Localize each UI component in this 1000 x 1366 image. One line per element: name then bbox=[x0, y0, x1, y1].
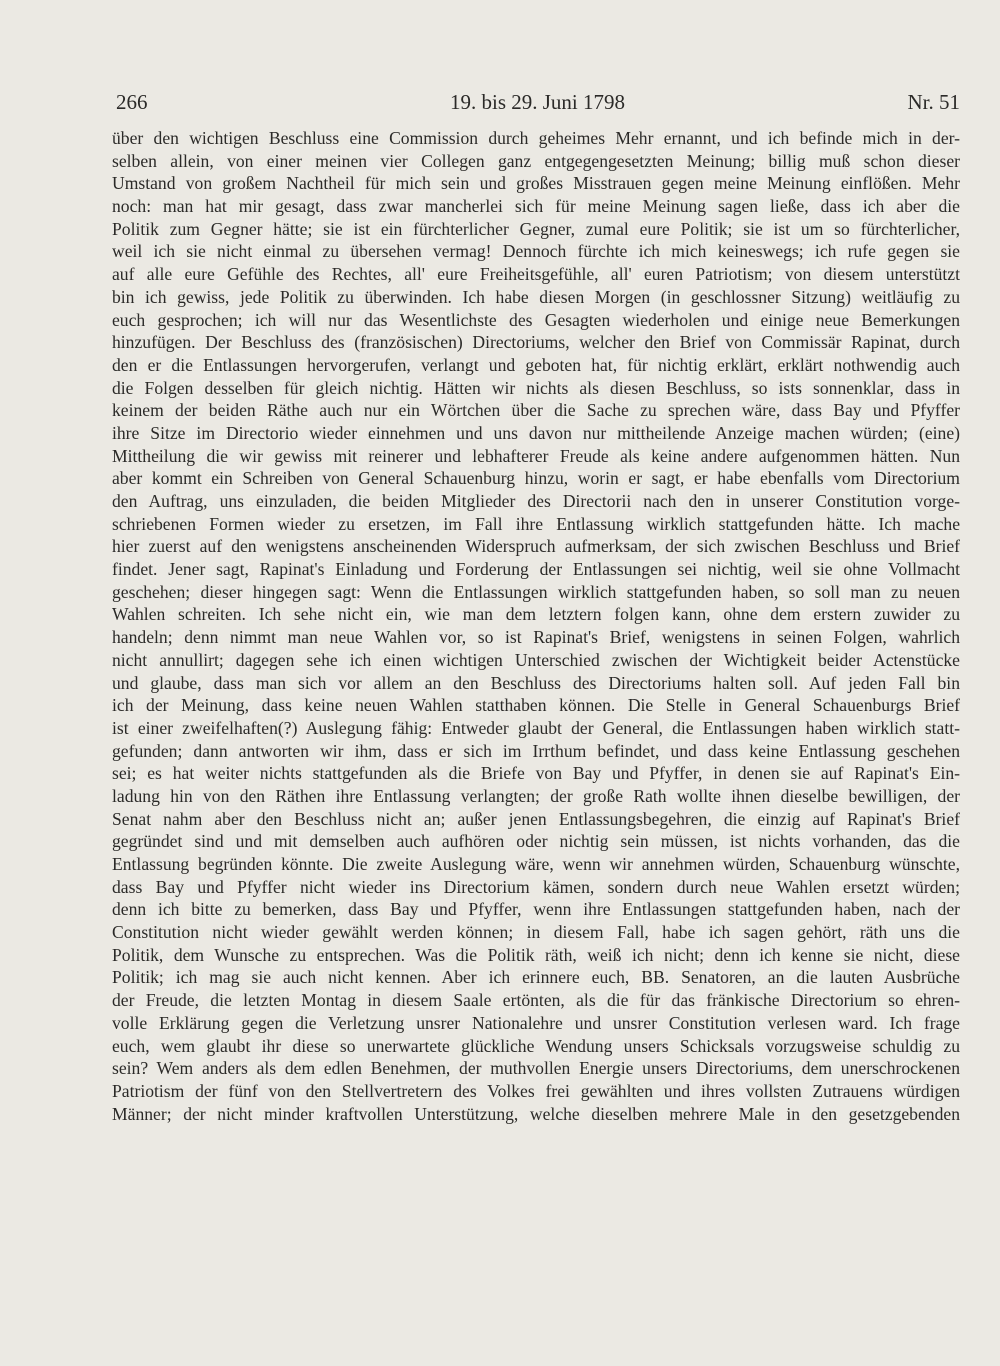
text-line: sein? Wem anders als dem edlen Benehmen, der muthvollen Energie unsers Directoriums, dem unerschrockenen bbox=[112, 1058, 960, 1079]
text-line: ich der Meinung, dass keine neuen Wahlen statthaben können. Die Stelle in General Schauenburgs Brief bbox=[112, 695, 960, 716]
document-number: Nr. 51 bbox=[907, 90, 960, 114]
text-line: und glaube, dass man sich vor allem an den Beschluss des Directoriums halten soll. Auf jeden Fall bin bbox=[112, 672, 960, 693]
text-line: Entlassung begründen könnte. Die zweite Auslegung wäre, wenn wir annehmen würden, Schauenburg wünschte, bbox=[112, 854, 960, 874]
text-line: handeln; denn nimmt man neue Wahlen vor, so ist Rapinat's Brief, wenigstens in seinen Folgen, wahrlich bbox=[112, 627, 960, 648]
text-line: selben allein, von einer meinen vier Collegen ganz entgegengesetzten Meinung; billig muß schon dieser bbox=[112, 150, 960, 171]
text-line: die Folgen desselben für gleich nichtig. Hätten wir nichts als diesen Beschluss, so ists sonnenklar, dass in bbox=[112, 377, 960, 398]
text-line: ist einer zweifelhaften(?) Auslegung fähig: Entweder glaubt der General, die Entlassungen haben wirklich statt- bbox=[112, 717, 960, 738]
text-line: bin ich gewiss, jede Politik zu überwinden. Ich habe diesen Morgen (in geschlossner Sitzung) weitläufig zu bbox=[112, 286, 960, 307]
text-line: noch: man hat mir gesagt, dass zwar mancherlei sich für meine Meinung sagen ließe, dass ich aber die bbox=[112, 196, 960, 217]
text-line: geschehen; dieser hingegen sagt: Wenn die Entlassungen wirklich stattgefunden haben, so soll man zu neuen bbox=[112, 581, 960, 602]
text-line: ladung hin von den Räthen ihre Entlassung verlangten; der große Rath wollte ihnen dieselbe bewilligen, der bbox=[112, 785, 960, 806]
text-line: auf alle eure Gefühle des Rechtes, all' eure Freiheitsgefühle, all' euren Patriotism; von diesem unterstützt bbox=[112, 264, 960, 285]
text-line: keinem der beiden Räthe auch nur ein Wörtchen über die Sache zu sprechen wäre, dass Bay und Pfyffer bbox=[112, 400, 960, 421]
text-line: Politik; ich mag sie auch nicht kennen. Aber ich erinnere euch, BB. Senatoren, an die lauten Ausbrüche bbox=[112, 967, 960, 988]
text-line: gefunden; dann antworten wir ihm, dass er sich im Irrthum befindet, und dass keine Entlassung geschehen bbox=[112, 740, 960, 761]
text-line: weil ich sie nicht einmal zu übersehen vermag! Dennoch fürchte ich mich keineswegs; ich rufe gegen sie bbox=[112, 241, 960, 262]
text-line: den er die Entlassungen hervorgerufen, verlangt und geboten hat, für nichtig erklärt, erklärt nothwendig auch bbox=[112, 354, 960, 375]
text-line: Politik, dem Wunsche zu entsprechen. Was die Politik räth, weiß ich nicht; denn ich kenne sie nicht, diese bbox=[112, 944, 960, 965]
text-line: Constitution nicht wieder gewählt werden können; in diesem Fall, habe ich sagen gehört, räth uns die bbox=[112, 922, 960, 943]
text-line: sei; es hat weiter nichts stattgefunden als die Briefe von Bay und Pfyffer, in denen sie auf Rapinat's Ein- bbox=[112, 763, 960, 784]
text-line: aber kommt ein Schreiben von General Schauenburg hinzu, worin er sagt, er habe ebenfalls vom Directorium bbox=[112, 468, 960, 489]
text-line: Umstand von großem Nachtheil für mich sein und großes Misstrauen gegen meine Meinung einflößen. Mehr bbox=[112, 173, 960, 194]
text-line: Männer; der nicht minder kraftvollen Unterstützung, welche dieselben mehrere Male in den gesetzgebenden bbox=[112, 1103, 960, 1124]
text-line: nicht annullirt; dagegen sehe ich einen wichtigen Unterschied zwischen der Wichtigkeit beider Actenstücke bbox=[112, 649, 960, 670]
text-line: Patriotism der fünf von den Stellvertretern des Volkes frei gewählten und ihres vollsten Zutrauens würdigen bbox=[112, 1080, 960, 1101]
text-line: über den wichtigen Beschluss eine Commission durch geheimes Mehr ernannt, und ich befinde mich in der- bbox=[112, 128, 960, 148]
text-line: dass Bay und Pfyffer nicht wieder ins Directorium kämen, sondern durch neue Wahlen ersetzt würden; bbox=[112, 876, 960, 897]
text-line: Mittheilung die wir gewiss mit reinerer und lebhafterer Freude als keine andere aufgenommen hätten. Nun bbox=[112, 445, 960, 466]
text-line: hier zuerst auf den wenigstens anscheinenden Widerspruch aufmerksam, der sich zwischen Beschluss und Brief bbox=[112, 536, 960, 557]
text-line: schriebenen Formen wieder zu ersetzen, im Fall ihre Entlassung wirklich stattgefunden hätte. Ich mache bbox=[112, 513, 960, 534]
running-head-date: 19. bis 29. Juni 1798 bbox=[450, 90, 626, 114]
text-line: der Freude, die letzten Montag in diesem Saale ertönten, als die für das fränkische Directorium so ehren- bbox=[112, 990, 960, 1011]
text-line: euch, wem glaubt ihr diese so unerwartete glückliche Wendung unsers Schicksals vorzugsweise schuldig zu bbox=[112, 1035, 960, 1056]
text-line: hinzufügen. Der Beschluss des (französischen) Directoriums, welcher den Brief von Commissär Rapinat, durch bbox=[112, 332, 960, 353]
text-line: gegründet sind und mit demselben auch aufhören oder nichtig sein müssen, ist nichts vorhanden, das die bbox=[112, 831, 960, 852]
page-number: 266 bbox=[116, 90, 148, 114]
text-line: volle Erklärung gegen die Verletzung unsrer Nationalehre und unsrer Constitution verlesen ward. Ich frage bbox=[112, 1012, 960, 1033]
text-line: findet. Jener sagt, Rapinat's Einladung und Forderung der Entlassungen sei nichtig, weil sie ohne Vollmacht bbox=[112, 559, 960, 580]
text-line: denn ich bitte zu bemerken, dass Bay und Pfyffer, wenn ihre Entlassungen stattgefunden haben, nach der bbox=[112, 899, 960, 920]
text-line: ihre Sitze im Directorio wieder einnehmen und uns davon nur mittheilende Anzeige machen würden; (eine) bbox=[112, 422, 960, 443]
page-header bbox=[112, 88, 960, 116]
body-text bbox=[112, 127, 960, 1125]
text-line: Senat nahm aber den Beschluss nicht an; außer jenen Entlassungsbegehren, die einzig auf Rapinat's Brief bbox=[112, 808, 960, 829]
text-line: Wahlen schreiten. Ich sehe nicht ein, wie man dem letztern folgen kann, ohne dem erstern zuwider zu bbox=[112, 604, 960, 625]
text-line: Politik zum Gegner hätte; sie ist ein fürchterlicher Gegner, zumal eure Politik; sie ist um so fürchterlicher, bbox=[112, 218, 960, 239]
text-line: euch gesprochen; ich will nur das Wesentlichste des Gesagten wiederholen und einige neue Bemerkungen bbox=[112, 309, 960, 330]
text-line: den Auftrag, uns einzuladen, die beiden Mitglieder des Directorii nach den in unserer Constitution vorge- bbox=[112, 491, 960, 511]
